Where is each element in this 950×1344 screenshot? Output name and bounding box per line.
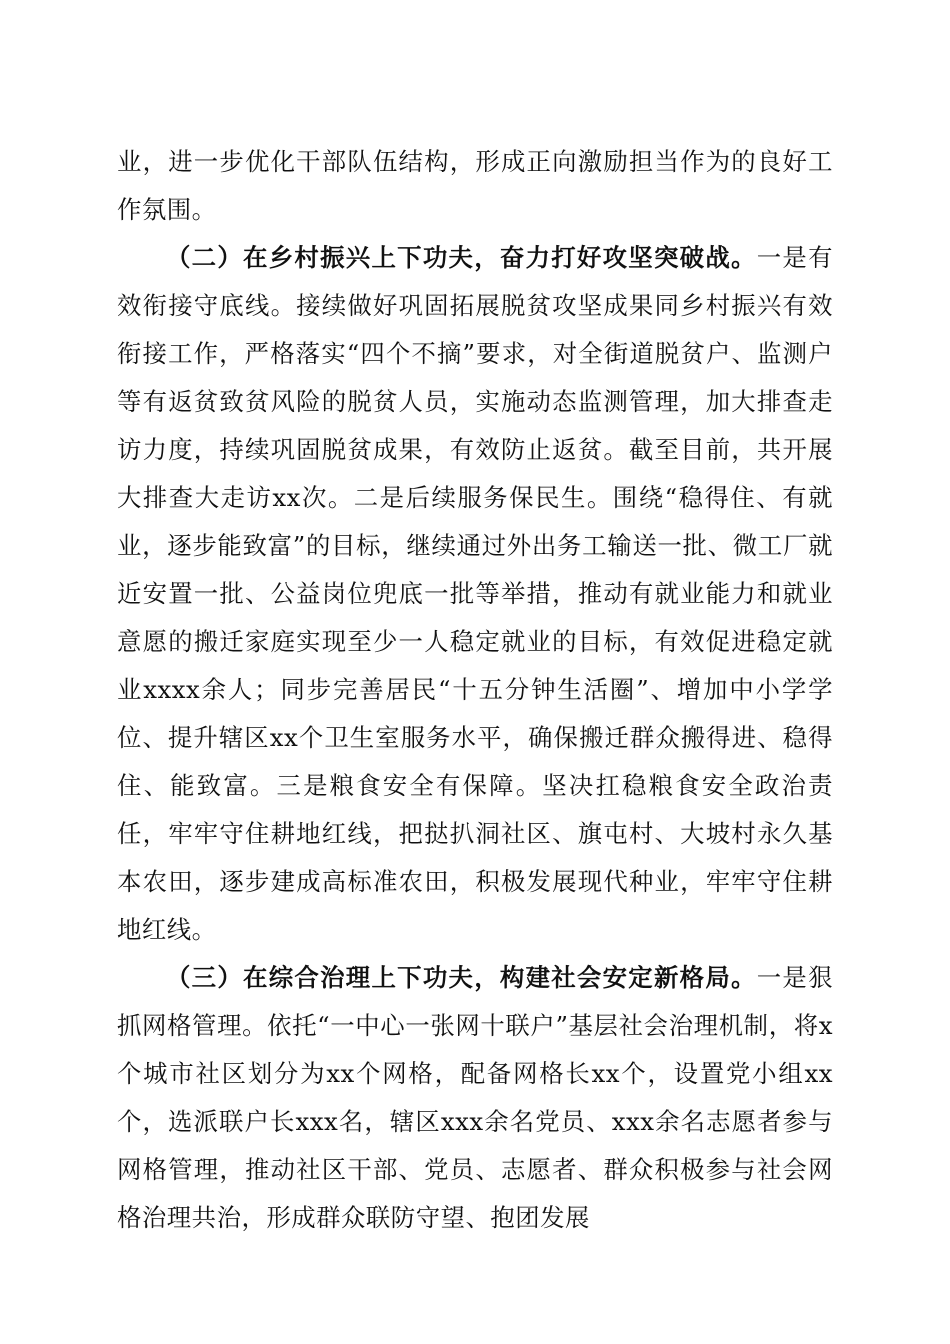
section-heading: （二）在乡村振兴上下功夫，奋力打好攻坚突破战。 <box>166 243 757 272</box>
paragraph-text: 一是狠抓网格管理。依托“一中心一张网十联户”基层社会治理机制，将x个城市社区划分为xx个网格，配备网格长xx个，设置党小组xx个，选派联户长xxx名，辖区xxx余名党员、xxx余名志愿者参与网格管理，推动社区干部、党员、志愿者、群众积极参与社会网格治理共治，形成群众联防守望、抱团发展 <box>117 963 833 1232</box>
paragraph-comprehensive-governance <box>117 954 833 1242</box>
paragraph-rural-revitalization <box>117 234 833 954</box>
section-heading: （三）在综合治理上下功夫，构建社会安定新格局。 <box>166 963 757 992</box>
paragraph-text: 一是有效衔接守底线。接续做好巩固拓展脱贫攻坚成果同乡村振兴有效衔接工作，严格落实“四个不摘”要求，对全街道脱贫户、监测户等有返贫致贫风险的脱贫人员，实施动态监测管理，加大排查走访力度，持续巩固脱贫成果，有效防止返贫。截至目前，共开展大排查大走访xx次。二是后续服务保民生。围绕“稳得住、有就业，逐步能致富”的目标，继续通过外出务工输送一批、微工厂就近安置一批、公益岗位兜底一批等举措，推动有就业能力和就业意愿的搬迁家庭实现至少一人稳定就业的目标，有效促进稳定就业xxxx余人；同步完善居民“十五分钟生活圈”、增加中小学学位、提升辖区xx个卫生室服务水平，确保搬迁群众搬得进、稳得住、能致富。三是粮食安全有保障。坚决扛稳粮食安全政治责任，牢牢守住耕地红线，把挞扒洞社区、旗屯村、大坡村永久基本农田，逐步建成高标准农田，积极发展现代种业，牢牢守住耕地红线。 <box>117 243 833 944</box>
paragraph-text: 业，进一步优化干部队伍结构，形成正向激励担当作为的良好工作氛围。 <box>117 147 833 224</box>
paragraph-continuation <box>117 138 833 234</box>
document-body <box>117 138 833 1242</box>
